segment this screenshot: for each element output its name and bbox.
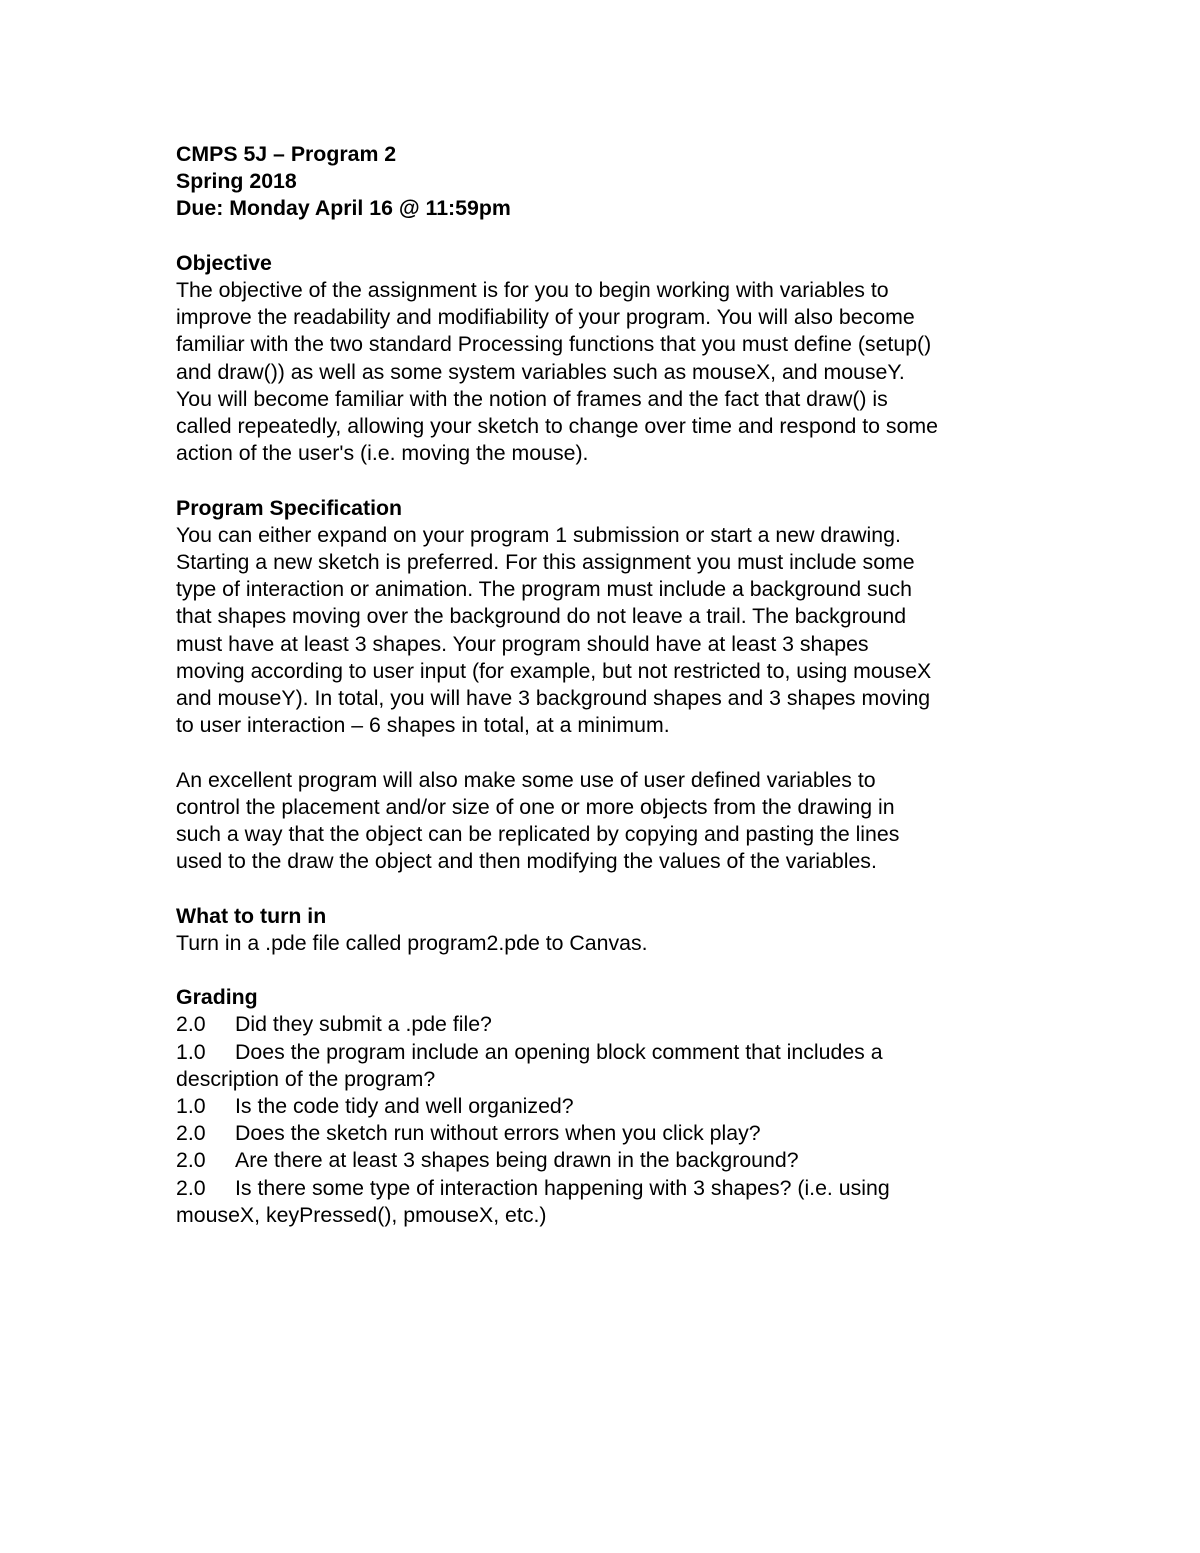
grading-score: 1.0 <box>176 1094 206 1119</box>
turn-in-heading: What to turn in <box>176 903 327 928</box>
grading-item <box>176 1011 1036 1038</box>
turn-in-body: Turn in a .pde file called program2.pde to Canvas. <box>176 930 648 955</box>
grading-heading: Grading <box>176 985 258 1010</box>
grading-item <box>176 1175 1036 1229</box>
grading-list <box>176 1011 1036 1229</box>
grading-criterion: Does the program include an opening block comment that includes a <box>235 1039 883 1064</box>
excellent-program-paragraph: An excellent program will also make some use of user defined variables to control the placement and/or size of one or more objects from the drawing in such a way that the object can be replicated by copying and pasting the lines used to the draw the object and then modifying the values of the variables. <box>176 767 900 874</box>
course-title: CMPS 5J – Program 2 <box>176 142 397 166</box>
grading-item <box>176 1093 1036 1120</box>
grading-item <box>176 1147 1036 1174</box>
grading-criterion: Does the sketch run without errors when you click play? <box>235 1121 761 1146</box>
grading-criterion: Are there at least 3 shapes being drawn in the background? <box>235 1148 799 1173</box>
document-page <box>176 141 1036 1229</box>
grading-item <box>176 1120 1036 1147</box>
objective-heading: Objective <box>176 250 272 275</box>
specification-heading: Program Specification <box>176 495 403 520</box>
due-date: Due: Monday April 16 @ 11:59pm <box>176 196 511 221</box>
grading-score: 2.0 <box>176 1175 206 1200</box>
grading-score: 1.0 <box>176 1039 206 1064</box>
grading-criterion: Is there some type of interaction happening with 3 shapes? (i.e. using <box>235 1175 890 1200</box>
objective-body: The objective of the assignment is for you to begin working with variables to improve the readability and modifiability of your program. You will also become familiar with the two standard Processing functions that you must define (setup() and draw()) as well as some system variables such as mouseX, and mouseY. You will become familiar with the notion of frames and the fact that draw() is called repeatedly, allowing your sketch to change over time and respond to some action of the user's (i.e. moving the mouse). <box>176 278 938 466</box>
grading-criterion: Is the code tidy and well organized? <box>235 1094 574 1119</box>
grading-score: 2.0 <box>176 1148 206 1173</box>
specification-body: You can either expand on your program 1 submission or start a new drawing. Starting a new sketch is preferred. For this assignment you must include some type of interaction or animation. The program must include a background such that shapes moving over the background do not leave a trail. The background must have at least 3 shapes. Your program should have at least 3 shapes moving according to user input (for example, but not restricted to, using mouseX and mouseY). In total, you will have 3 background shapes and 3 shapes moving to user interaction – 6 shapes in total, at a minimum. <box>176 522 932 738</box>
grading-score: 2.0 <box>176 1012 206 1037</box>
grading-criterion-continued: description of the program? <box>176 1066 436 1091</box>
grading-item <box>176 1039 1036 1093</box>
grading-score: 2.0 <box>176 1121 206 1146</box>
grading-criterion-continued: mouseX, keyPressed(), pmouseX, etc.) <box>176 1202 547 1227</box>
term-label: Spring 2018 <box>176 169 297 194</box>
grading-criterion: Did they submit a .pde file? <box>235 1012 492 1037</box>
